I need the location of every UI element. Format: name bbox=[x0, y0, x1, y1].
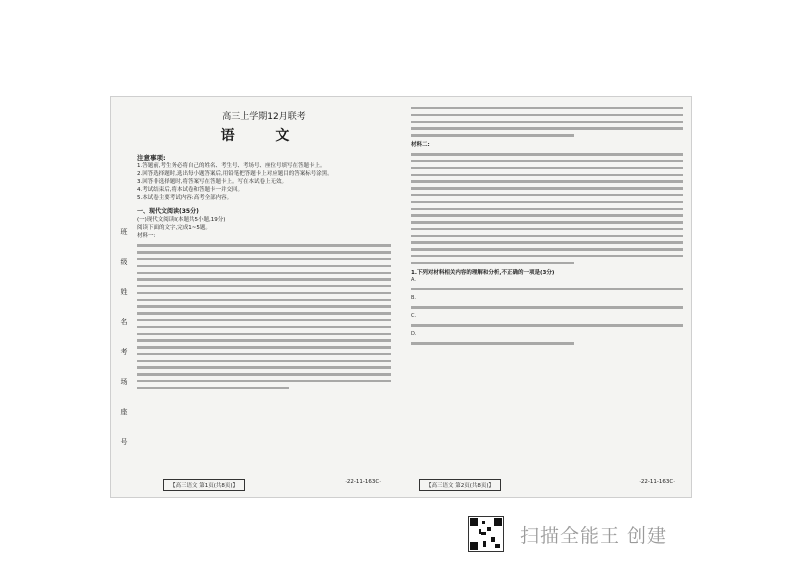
scanned-text-line bbox=[411, 228, 683, 230]
scanned-text-line bbox=[137, 312, 391, 314]
passage-text-block bbox=[137, 244, 391, 389]
binding-label: 姓 bbox=[120, 288, 128, 296]
scanned-text-line bbox=[137, 353, 391, 355]
exam-code: ·22-11-163C· bbox=[345, 479, 381, 485]
page-label: 【高三语文 第1页(共8页)】 bbox=[163, 479, 245, 491]
scanned-text-line bbox=[411, 153, 683, 155]
exam-code: ·22-11-163C· bbox=[639, 479, 675, 485]
scanned-text-line bbox=[411, 114, 683, 116]
scanned-exam-sheet bbox=[110, 96, 692, 498]
reading-instruction: 阅读下面的文字,完成1~5题。 bbox=[137, 225, 211, 231]
scanned-text-line bbox=[411, 208, 683, 210]
section-heading: 一、现代文阅读(35分) bbox=[137, 208, 199, 215]
scanned-text-line bbox=[411, 262, 574, 264]
scanned-text-line bbox=[411, 174, 683, 176]
scanned-text-line bbox=[411, 201, 683, 203]
scanned-text-line bbox=[137, 285, 391, 287]
option-text bbox=[411, 342, 683, 344]
scanned-text-line bbox=[137, 387, 289, 389]
answer-option: A. bbox=[411, 276, 416, 283]
scanned-text-line bbox=[411, 214, 683, 216]
qr-module bbox=[482, 521, 485, 524]
question-stem: 1.下列对材料相关内容的理解和分析,不正确的一项是(3分) bbox=[411, 269, 555, 276]
answer-option: D. bbox=[411, 331, 417, 338]
scanned-text-line bbox=[411, 134, 574, 136]
scanned-text-line bbox=[411, 235, 683, 237]
answer-option: C. bbox=[411, 312, 417, 319]
qr-module bbox=[479, 529, 481, 534]
binding-label: 场 bbox=[120, 378, 128, 386]
passage-text-block bbox=[411, 153, 683, 264]
scanned-text-line bbox=[411, 241, 683, 243]
material-label: 材料二: bbox=[411, 141, 430, 148]
scanned-text-line bbox=[411, 160, 683, 162]
right-page-content bbox=[411, 97, 683, 497]
qr-code-icon bbox=[468, 516, 504, 552]
scanned-text-line bbox=[411, 121, 683, 123]
qr-module bbox=[470, 542, 478, 550]
scanned-text-line bbox=[137, 265, 391, 267]
scanned-text-line bbox=[137, 360, 391, 362]
scanned-text-line bbox=[137, 305, 391, 307]
binding-label: 级 bbox=[120, 258, 128, 266]
scanned-text-line bbox=[411, 187, 683, 189]
scanned-text-line bbox=[137, 339, 391, 341]
binding-label: 班 bbox=[120, 228, 128, 236]
scanned-text-line bbox=[137, 326, 391, 328]
scanned-text-line bbox=[411, 288, 683, 290]
qr-module bbox=[487, 527, 491, 531]
left-page-content bbox=[137, 97, 391, 497]
scanned-text-line bbox=[411, 167, 683, 169]
note-item: 5.本试卷主要考试内容:高考全部内容。 bbox=[137, 195, 233, 201]
scanned-text-line bbox=[411, 194, 683, 196]
scanned-text-line bbox=[411, 255, 683, 257]
scanner-watermark bbox=[468, 516, 667, 552]
scanned-text-line bbox=[137, 373, 391, 375]
scanned-text-line bbox=[137, 299, 391, 301]
note-item: 4.考试结束后,将本试卷和答题卡一并交回。 bbox=[137, 187, 243, 193]
option-text bbox=[411, 288, 683, 290]
notes-heading: 注意事项: bbox=[137, 154, 166, 162]
scanned-text-line bbox=[411, 221, 683, 223]
scanned-text-line bbox=[411, 306, 683, 308]
scanned-text-line bbox=[411, 180, 683, 182]
scanned-text-line bbox=[411, 107, 683, 109]
left-page-footer bbox=[163, 479, 381, 491]
scanned-text-line bbox=[137, 272, 391, 274]
qr-module bbox=[483, 541, 486, 547]
exam-title: 高三上学期12月联考 bbox=[222, 112, 306, 122]
scanned-text-line bbox=[137, 346, 391, 348]
binding-label: 考 bbox=[120, 348, 128, 356]
binding-label: 号 bbox=[120, 438, 128, 446]
binding-margin bbox=[115, 227, 133, 447]
qr-module bbox=[470, 518, 478, 526]
passage-continuation-block bbox=[411, 107, 683, 137]
answer-option: B. bbox=[411, 294, 417, 301]
scanned-text-line bbox=[411, 127, 683, 129]
page-label: 【高三语文 第2页(共8页)】 bbox=[419, 479, 501, 491]
scanned-text-line bbox=[137, 292, 391, 294]
option-text bbox=[411, 306, 683, 308]
scanned-text-line bbox=[411, 324, 683, 326]
scanned-text-line bbox=[137, 251, 391, 253]
left-page bbox=[111, 97, 401, 497]
note-item: 3.回答非选择题时,将答案写在答题卡上。写在本试卷上无效。 bbox=[137, 179, 287, 185]
note-item: 1.答题前,考生务必将自己的姓名、考生号、考场号、座位号填写在答题卡上。 bbox=[137, 163, 326, 169]
binding-label: 名 bbox=[120, 318, 128, 326]
scanned-text-line bbox=[137, 278, 391, 280]
qr-module bbox=[494, 518, 502, 526]
option-text bbox=[411, 324, 683, 326]
scanned-text-line bbox=[137, 333, 391, 335]
qr-module bbox=[495, 544, 500, 548]
scanned-text-line bbox=[137, 258, 391, 260]
subsection-heading: (一)现代文阅读Ⅰ(本题共5小题,19分) bbox=[137, 217, 226, 223]
scanned-text-line bbox=[411, 248, 683, 250]
qr-module bbox=[481, 532, 486, 535]
right-page-footer bbox=[419, 479, 675, 491]
scanned-text-line bbox=[137, 244, 391, 246]
scanned-text-line bbox=[137, 319, 391, 321]
watermark-text: 扫描全能王 创建 bbox=[520, 524, 668, 547]
right-page bbox=[403, 97, 691, 497]
note-item: 2.回答选择题时,选出每小题答案后,用铅笔把答题卡上对应题目的答案标号涂黑。 bbox=[137, 171, 333, 177]
scanned-text-line bbox=[411, 342, 574, 344]
binding-label: 座 bbox=[120, 408, 128, 416]
exam-subject: 语 文 bbox=[220, 128, 308, 144]
scanned-text-line bbox=[137, 366, 391, 368]
material-label: 材料一: bbox=[137, 233, 156, 239]
scanned-text-line bbox=[137, 380, 391, 382]
qr-module bbox=[491, 537, 495, 542]
